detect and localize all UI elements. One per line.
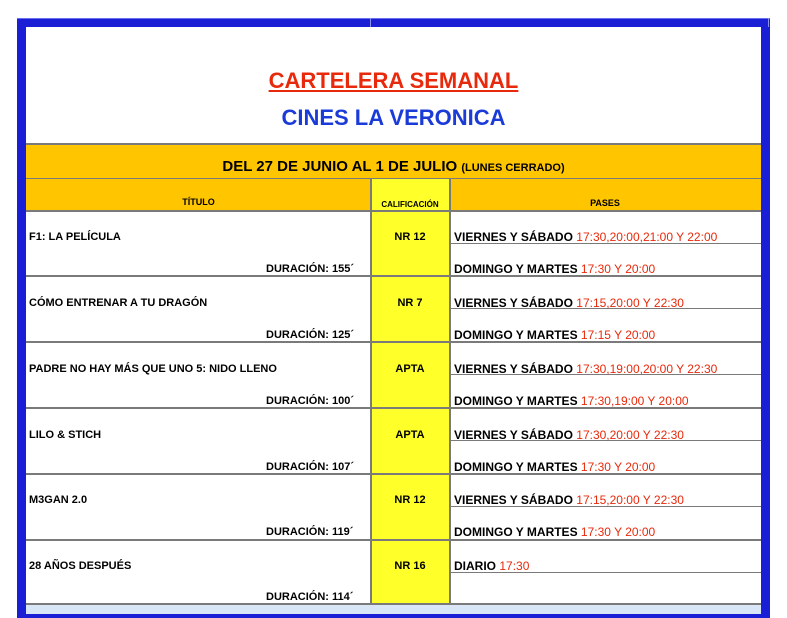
grid-line bbox=[26, 178, 761, 179]
showtime-line bbox=[454, 559, 529, 573]
showtime-line bbox=[454, 362, 717, 376]
movie-title: CÓMO ENTRENAR A TU DRAGÓN bbox=[29, 297, 208, 309]
col-header-rating: CALIFICACIÓN bbox=[381, 200, 439, 209]
movie-title: LILO & STICH bbox=[29, 429, 102, 441]
cinema-name: CINES LA VERONICA bbox=[281, 105, 506, 130]
showtime-times: 17:30 Y 20:00 bbox=[580, 525, 656, 539]
rating-value: APTA bbox=[395, 429, 425, 441]
showtime-days: DOMINGO Y MARTES bbox=[454, 460, 578, 474]
rating-column bbox=[371, 178, 449, 614]
movie-rating bbox=[371, 297, 449, 309]
showtime-days: VIERNES Y SÁBADO bbox=[454, 428, 573, 442]
date-range bbox=[26, 158, 761, 175]
showtime-days: VIERNES Y SÁBADO bbox=[454, 230, 573, 244]
showtime-times: 17:15,20:00 Y 22:30 bbox=[576, 296, 684, 310]
movie-title: PADRE NO HAY MÁS QUE UNO 5: NIDO LLENO bbox=[29, 363, 277, 375]
movie-rating bbox=[371, 494, 449, 506]
movie-rating bbox=[371, 231, 449, 243]
showtime-times: 17:30,19:00 Y 20:00 bbox=[580, 394, 689, 408]
footer-strip bbox=[26, 605, 761, 614]
showtime-days: VIERNES Y SÁBADO bbox=[454, 362, 573, 376]
rating-value: NR 7 bbox=[397, 297, 423, 309]
movie-rating bbox=[371, 429, 449, 441]
rating-value: NR 12 bbox=[394, 494, 426, 506]
showtime-times: 17:30 bbox=[499, 559, 530, 573]
showtime-line bbox=[454, 428, 684, 442]
showtime-days: DOMINGO Y MARTES bbox=[454, 262, 578, 276]
col-header-showtimes: PASES bbox=[590, 198, 620, 208]
showtime-days: DIARIO bbox=[454, 559, 496, 573]
grid-line bbox=[26, 143, 761, 145]
grid-line bbox=[26, 539, 761, 541]
date-range-text: DEL 27 DE JUNIO AL 1 DE JULIO bbox=[222, 158, 458, 175]
rating-value: NR 12 bbox=[394, 231, 426, 243]
showtime-line bbox=[454, 460, 655, 474]
movie-duration: DURACIÓN: 107´ bbox=[266, 461, 355, 473]
showtime-times: 17:15,20:00 Y 22:30 bbox=[576, 493, 684, 507]
movie-title: M3GAN 2.0 bbox=[29, 494, 88, 506]
movie-duration: DURACIÓN: 155´ bbox=[266, 263, 355, 275]
showtime-times: 17:30,19:00,20:00 Y 22:30 bbox=[576, 362, 718, 376]
showtime-times: 17:30,20:00,21:00 Y 22:00 bbox=[576, 230, 718, 244]
showtime-days: VIERNES Y SÁBADO bbox=[454, 296, 573, 310]
showtime-times: 17:30 Y 20:00 bbox=[580, 460, 656, 474]
schedule-sheet bbox=[26, 27, 761, 614]
showtime-times: 17:30 Y 20:00 bbox=[580, 262, 656, 276]
movie-duration: DURACIÓN: 125´ bbox=[266, 329, 355, 341]
frame-tick bbox=[370, 18, 371, 27]
showtime-line bbox=[454, 230, 717, 244]
showtime-line bbox=[454, 328, 655, 342]
header bbox=[26, 27, 761, 144]
showtime-days: VIERNES Y SÁBADO bbox=[454, 493, 573, 507]
showtime-days: DOMINGO Y MARTES bbox=[454, 394, 578, 408]
page-title: CARTELERA SEMANAL bbox=[268, 68, 519, 93]
movie-rating bbox=[371, 363, 449, 375]
showtime-times: 17:15 Y 20:00 bbox=[580, 328, 656, 342]
movie-rating bbox=[371, 560, 449, 572]
movie-duration: DURACIÓN: 100´ bbox=[266, 395, 355, 407]
showtime-line bbox=[454, 262, 655, 276]
showtime-days: DOMINGO Y MARTES bbox=[454, 525, 578, 539]
showtime-line bbox=[454, 493, 684, 507]
showtime-line bbox=[454, 296, 684, 310]
movie-duration: DURACIÓN: 114´ bbox=[266, 591, 354, 603]
showtime-times: 17:30,20:00 Y 22:30 bbox=[576, 428, 684, 442]
movie-title: 28 AÑOS DESPUÉS bbox=[29, 560, 132, 572]
rating-value: NR 16 bbox=[394, 560, 426, 572]
grid-line bbox=[449, 178, 451, 605]
showtime-days: DOMINGO Y MARTES bbox=[454, 328, 578, 342]
showtime-line bbox=[454, 525, 655, 539]
frame-tick bbox=[768, 18, 769, 27]
rating-value: APTA bbox=[395, 363, 425, 375]
showtime-line bbox=[454, 394, 689, 408]
closed-note: (LUNES CERRADO) bbox=[461, 162, 565, 174]
movie-title: F1: LA PELÍCULA bbox=[29, 231, 121, 243]
grid-line bbox=[26, 210, 761, 212]
dates-banner bbox=[26, 144, 761, 178]
col-header-title: TÍTULO bbox=[182, 197, 215, 207]
movie-duration: DURACIÓN: 119´ bbox=[266, 526, 354, 538]
